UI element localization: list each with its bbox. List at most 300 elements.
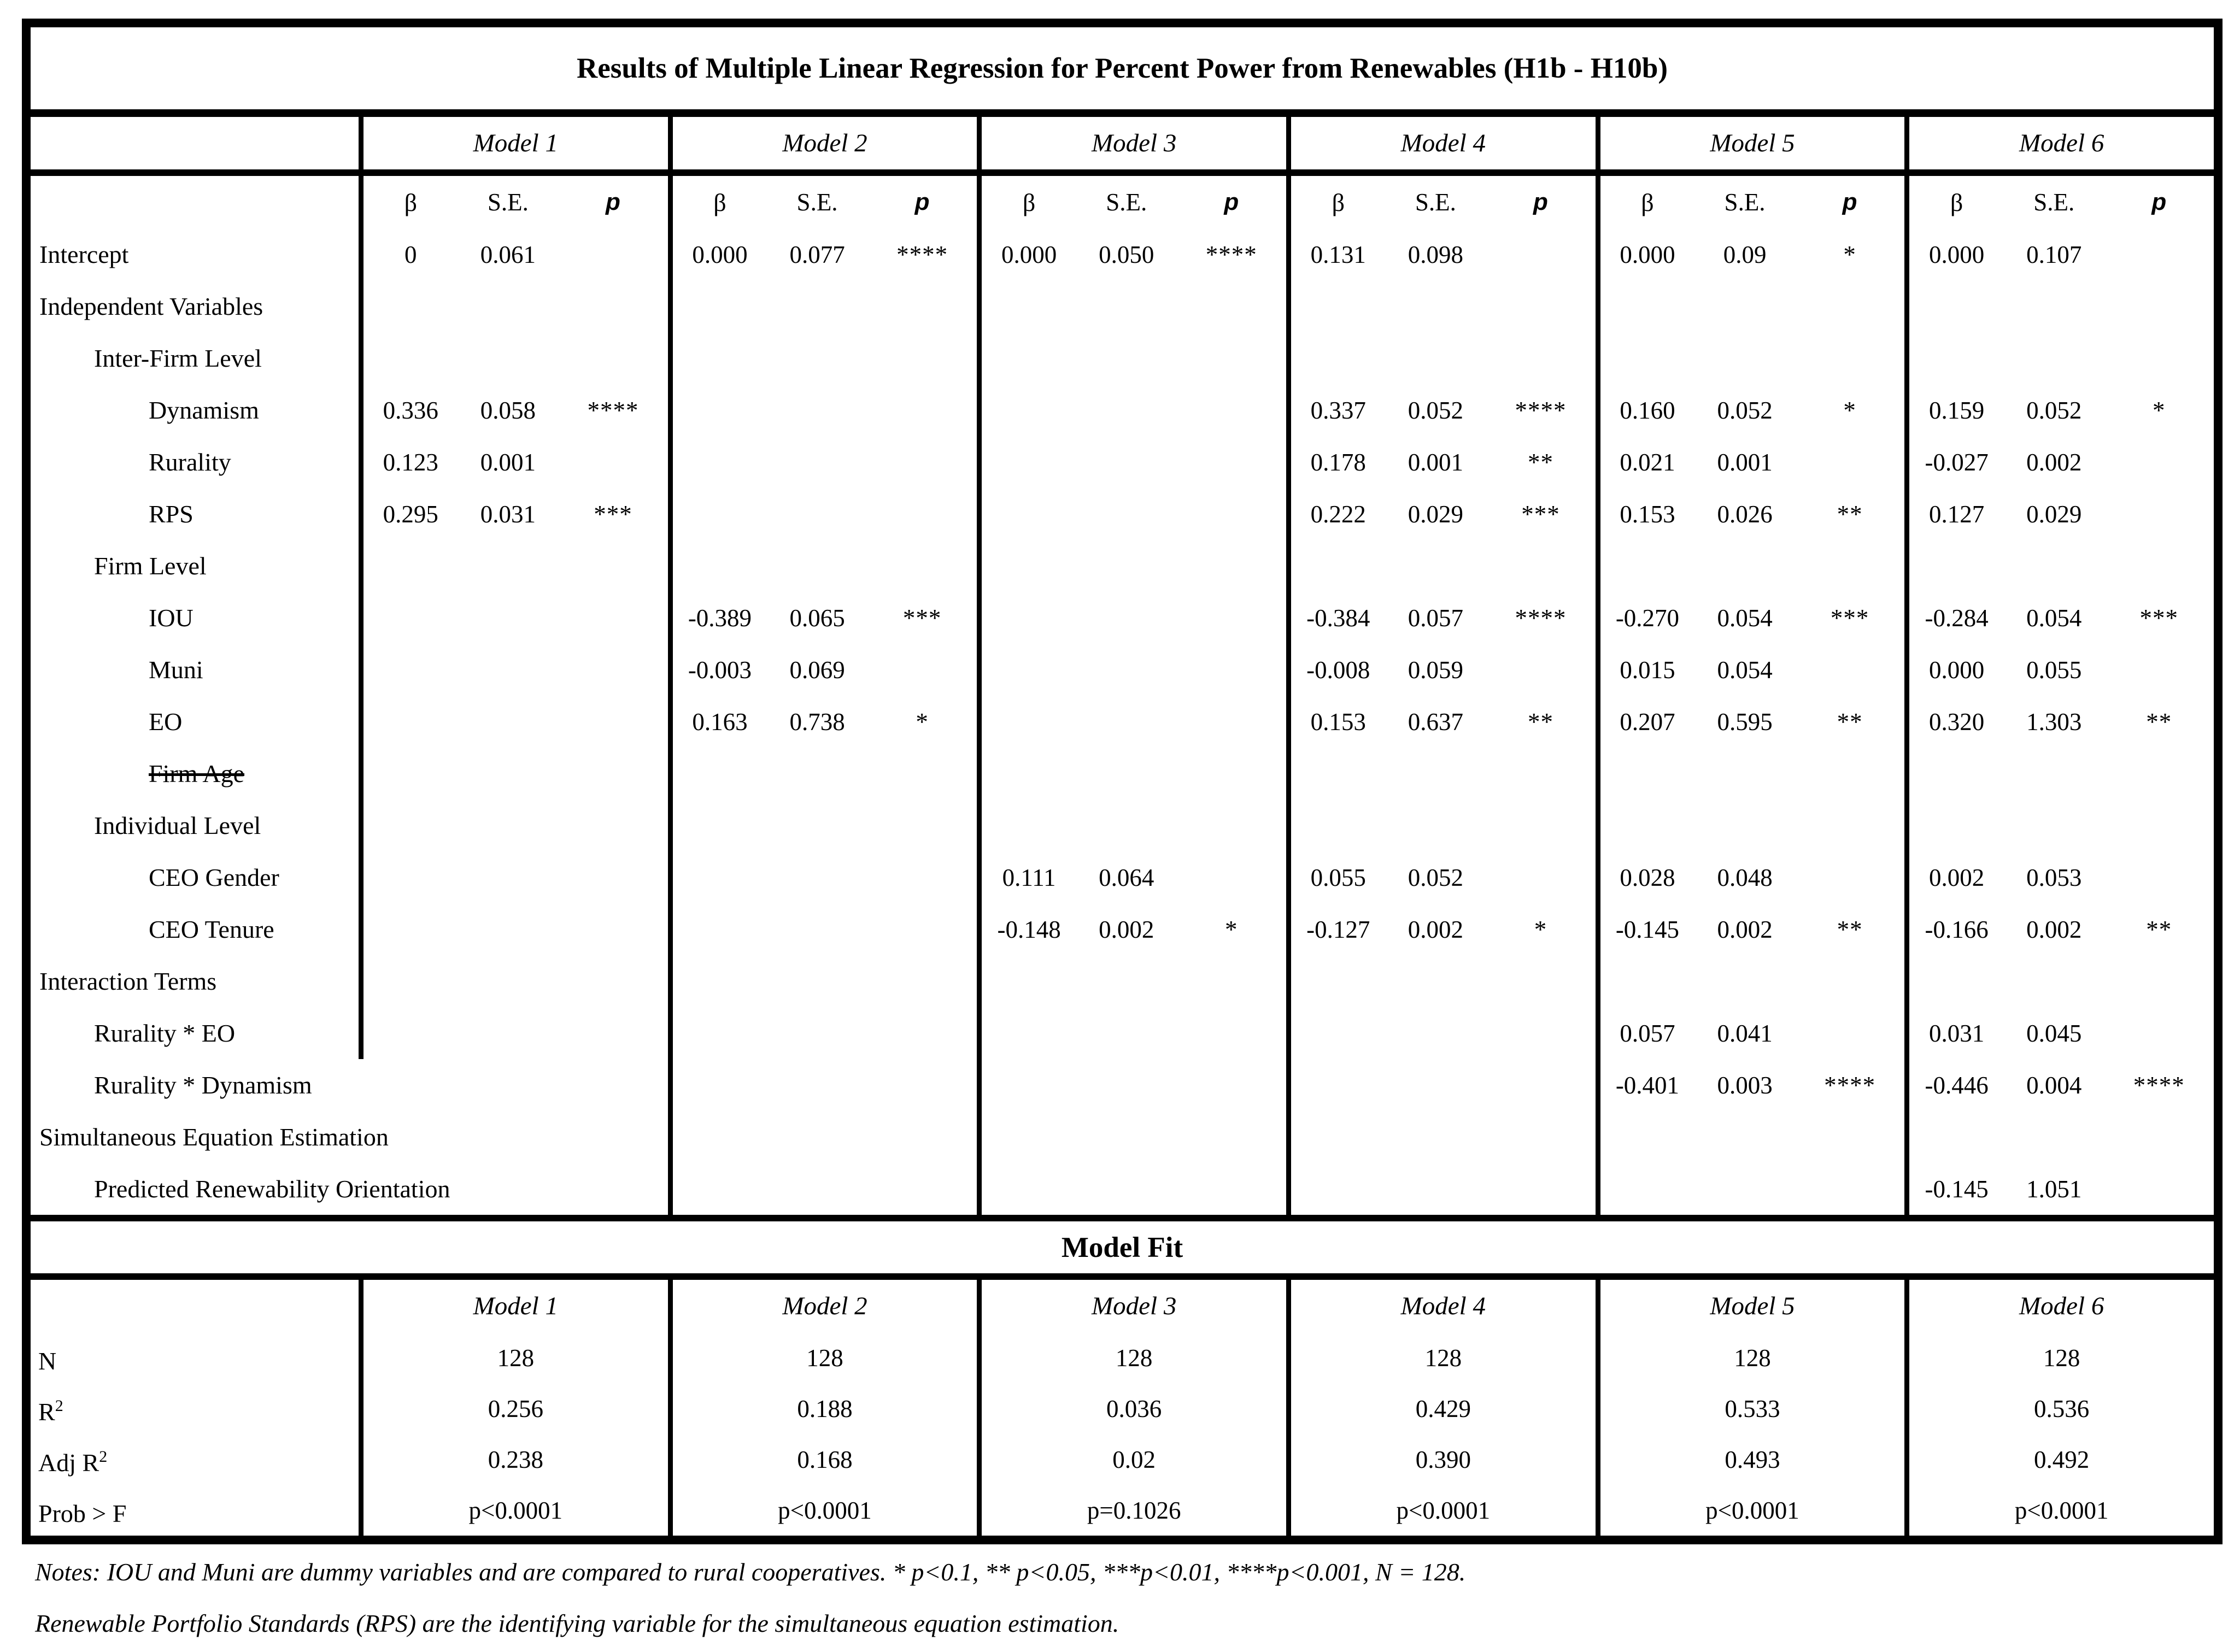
beta-value: 0.337 <box>1310 396 1366 424</box>
beta-value: 0.002 <box>1928 863 1985 891</box>
model-cell <box>668 1163 977 1215</box>
row-label-text: Inter-Firm Level <box>94 344 262 372</box>
row-label-text: RPS <box>149 500 193 528</box>
model-cell <box>977 488 1286 540</box>
p-stars: * <box>1225 915 1238 943</box>
fit-value: 128 <box>1596 1332 1905 1383</box>
p-stars: **** <box>587 396 639 424</box>
model-cell <box>1596 332 1905 384</box>
fit-value: p<0.0001 <box>359 1485 668 1536</box>
p-stars: *** <box>594 500 632 528</box>
table-row <box>31 851 2214 903</box>
model-fit-rows <box>31 1332 2214 1536</box>
model-cell <box>977 1163 1286 1215</box>
se-value: 0.029 <box>2026 500 2082 528</box>
fit-value: 0.533 <box>1596 1383 1905 1434</box>
model-cell <box>359 903 668 955</box>
beta-value: -0.003 <box>688 656 752 684</box>
beta-value: -0.127 <box>1306 915 1370 943</box>
model-cell <box>668 540 977 592</box>
model-cell <box>1286 540 1596 592</box>
model-header-spacer <box>31 117 359 169</box>
fit-value: 128 <box>1904 1332 2214 1383</box>
model-cell <box>1596 1007 1905 1059</box>
model-cell <box>668 1007 977 1059</box>
beta-value: -0.446 <box>1925 1071 1989 1099</box>
model-cell <box>1596 488 1905 540</box>
model-cell <box>1596 955 1905 1007</box>
fit-value: 128 <box>668 1332 977 1383</box>
model-cell <box>1904 644 2214 696</box>
model-cell <box>1904 592 2214 644</box>
beta-value: 0.131 <box>1310 240 1366 268</box>
se-value: 0.077 <box>789 240 845 268</box>
model-cell <box>1596 644 1905 696</box>
model-cell <box>1286 488 1596 540</box>
fit-value: 0.429 <box>1286 1383 1596 1434</box>
row-label-text: Dynamism <box>149 396 259 424</box>
model-cell <box>1596 748 1905 799</box>
fit-value: 0.02 <box>977 1434 1286 1485</box>
beta-value: 0.057 <box>1620 1019 1675 1047</box>
beta-header: β <box>713 188 726 216</box>
se-header: S.E. <box>1724 189 1766 216</box>
se-value: 0.054 <box>2026 604 2082 632</box>
fit-value: p<0.0001 <box>1904 1485 2214 1536</box>
fit-value: 0.188 <box>668 1383 977 1434</box>
model-cell <box>1596 592 1905 644</box>
model-cell <box>977 1059 1286 1111</box>
table-row <box>31 903 2214 955</box>
fit-row <box>31 1332 2214 1383</box>
stat-header-row <box>31 176 2214 228</box>
beta-value: -0.389 <box>688 604 752 632</box>
coefficient-rows <box>31 228 2214 1215</box>
row-label-text: Firm Age <box>149 760 245 787</box>
se-value: 0.052 <box>1408 863 1464 891</box>
row-label-text: IOU <box>149 604 193 632</box>
table-row <box>31 1111 2214 1163</box>
row-label <box>31 592 359 644</box>
beta-value: 0.015 <box>1620 656 1675 684</box>
row-label-text: Simultaneous Equation Estimation <box>39 1123 389 1151</box>
model-cell <box>977 748 1286 799</box>
model-cell <box>977 644 1286 696</box>
model-cell <box>359 280 668 332</box>
model-cell <box>1286 903 1596 955</box>
model-cell <box>1596 280 1905 332</box>
fit-row-label <box>31 1332 359 1383</box>
beta-value: 0.000 <box>1928 656 1985 684</box>
model-cell <box>1904 280 2214 332</box>
notes-line-2: Renewable Portfolio Standards (RPS) are the identifying variable for the simultaneous equation estimation. <box>35 1609 1119 1638</box>
model-cell <box>1596 228 1905 280</box>
fit-value: 0.256 <box>359 1383 668 1434</box>
model-header: Model 3 <box>977 117 1286 169</box>
fit-model-header: Model 3 <box>977 1280 1286 1332</box>
model-cell <box>359 955 668 1007</box>
stat-header-group <box>1904 176 2214 228</box>
fit-model-header: Model 6 <box>1904 1280 2214 1332</box>
table-row <box>31 1059 2214 1111</box>
beta-header: β <box>1950 188 1963 216</box>
beta-value: -0.401 <box>1615 1071 1680 1099</box>
beta-value: 0.031 <box>1928 1019 1985 1047</box>
se-value: 0.031 <box>480 500 536 528</box>
p-stars: ** <box>1837 708 1863 736</box>
beta-header: β <box>404 188 417 216</box>
row-label <box>31 644 359 696</box>
se-value: 1.051 <box>2026 1175 2082 1203</box>
table-row <box>31 488 2214 540</box>
stat-header-group <box>977 176 1286 228</box>
se-value: 1.303 <box>2026 708 2082 736</box>
fit-value: 0.493 <box>1596 1434 1905 1485</box>
se-value: 0.041 <box>1717 1019 1773 1047</box>
se-value: 0.002 <box>2026 915 2082 943</box>
se-value: 0.002 <box>2026 448 2082 476</box>
se-header: S.E. <box>487 189 529 216</box>
p-header: p <box>914 189 930 215</box>
table-row <box>31 332 2214 384</box>
beta-value: 0.000 <box>1928 240 1985 268</box>
p-stars: * <box>2153 396 2166 424</box>
table-title: Results of Multiple Linear Regression for Percent Power from Renewables (H1b - H10b) <box>31 27 2214 117</box>
se-value: 0.069 <box>789 656 845 684</box>
se-header: S.E. <box>1106 189 1147 216</box>
model-cell <box>977 696 1286 748</box>
row-label <box>31 696 359 748</box>
p-header: p <box>606 189 620 215</box>
beta-value: -0.145 <box>1925 1175 1989 1203</box>
table-row <box>31 384 2214 436</box>
se-value: 0.029 <box>1408 500 1464 528</box>
model-cell <box>1286 1111 1596 1163</box>
p-stars: **** <box>2133 1071 2185 1099</box>
model-cell <box>1596 1163 1905 1215</box>
model-cell <box>668 851 977 903</box>
model-header-row <box>31 117 2214 176</box>
beta-value: -0.008 <box>1306 656 1370 684</box>
table-row <box>31 644 2214 696</box>
p-stars: ** <box>1837 500 1863 528</box>
fit-value: 0.168 <box>668 1434 977 1485</box>
fit-label-sup: 2 <box>99 1448 108 1466</box>
p-header: p <box>1224 189 1239 215</box>
fit-value: 128 <box>1286 1332 1596 1383</box>
row-label <box>31 903 359 955</box>
table-row <box>31 540 2214 592</box>
p-stars: **** <box>1824 1071 1876 1099</box>
fit-label-text: Adj R <box>38 1449 99 1477</box>
beta-value: 0.000 <box>1620 240 1675 268</box>
model-cell <box>977 955 1286 1007</box>
model-cell <box>359 1059 668 1111</box>
model-header: Model 5 <box>1596 117 1905 169</box>
model-cell <box>668 384 977 436</box>
beta-value: 0.123 <box>383 448 438 476</box>
model-cell <box>668 280 977 332</box>
p-stars: **** <box>896 240 948 268</box>
model-cell <box>1904 748 2214 799</box>
row-label <box>31 1059 359 1111</box>
se-value: 0.107 <box>2026 240 2082 268</box>
model-cell <box>1596 903 1905 955</box>
se-value: 0.055 <box>2026 656 2082 684</box>
model-cell <box>1904 799 2214 851</box>
se-value: 0.595 <box>1717 708 1773 736</box>
regression-table <box>22 19 2223 1544</box>
se-value: 0.054 <box>1717 656 1773 684</box>
model-cell <box>1286 955 1596 1007</box>
row-label <box>31 384 359 436</box>
fit-model-header: Model 1 <box>359 1280 668 1332</box>
se-value: 0.052 <box>1717 396 1773 424</box>
beta-value: 0.222 <box>1310 500 1366 528</box>
p-header: p <box>1533 189 1548 215</box>
fit-model-header-row <box>31 1280 2214 1332</box>
stat-header-spacer <box>31 176 359 228</box>
model-cell <box>1286 332 1596 384</box>
model-cell <box>359 592 668 644</box>
se-value: 0.058 <box>480 396 536 424</box>
se-value: 0.053 <box>2026 863 2082 891</box>
model-cell <box>977 228 1286 280</box>
fit-header-spacer <box>31 1280 359 1332</box>
row-label <box>31 1163 450 1215</box>
beta-value: 0.028 <box>1620 863 1675 891</box>
model-cell <box>359 228 668 280</box>
p-stars: * <box>1843 396 1856 424</box>
beta-value: -0.270 <box>1615 604 1680 632</box>
fit-value: 128 <box>359 1332 668 1383</box>
beta-value: -0.166 <box>1925 915 1989 943</box>
model-cell <box>1286 696 1596 748</box>
table-row <box>31 436 2214 488</box>
se-value: 0.057 <box>1408 604 1464 632</box>
model-cell <box>1904 436 2214 488</box>
fit-row-label <box>31 1434 359 1485</box>
fit-value: 0.492 <box>1904 1434 2214 1485</box>
fit-value: p<0.0001 <box>1596 1485 1905 1536</box>
p-stars: * <box>1534 915 1547 943</box>
p-stars: **** <box>1205 240 1257 268</box>
se-value: 0.001 <box>480 448 536 476</box>
fit-row-label <box>31 1485 359 1536</box>
stat-header-group <box>359 176 668 228</box>
beta-value: 0.000 <box>692 240 748 268</box>
model-cell <box>977 540 1286 592</box>
beta-value: 0.153 <box>1620 500 1675 528</box>
beta-header: β <box>1332 188 1345 216</box>
se-header: S.E. <box>796 189 838 216</box>
model-cell <box>1286 644 1596 696</box>
model-cell <box>1286 384 1596 436</box>
se-value: 0.052 <box>1408 396 1464 424</box>
model-cell <box>1286 799 1596 851</box>
model-cell <box>977 799 1286 851</box>
se-value: 0.054 <box>1717 604 1773 632</box>
p-stars: ** <box>1527 708 1553 736</box>
fit-row <box>31 1383 2214 1434</box>
model-cell <box>1286 228 1596 280</box>
p-stars: ** <box>1527 448 1553 476</box>
model-cell <box>1286 748 1596 799</box>
model-cell <box>668 644 977 696</box>
fit-label-text: N <box>38 1347 57 1375</box>
p-stars: ** <box>2146 915 2172 943</box>
se-value: 0.002 <box>1408 915 1464 943</box>
model-cell <box>668 592 977 644</box>
model-cell <box>1596 540 1905 592</box>
beta-value: -0.284 <box>1925 604 1989 632</box>
beta-value: 0.111 <box>1002 863 1056 891</box>
model-cell <box>1596 696 1905 748</box>
model-cell <box>1596 1111 1905 1163</box>
beta-value: -0.145 <box>1615 915 1680 943</box>
row-label <box>31 955 359 1007</box>
model-cell <box>1286 1059 1596 1111</box>
model-cell <box>1286 851 1596 903</box>
model-cell <box>1596 799 1905 851</box>
beta-value: 0.320 <box>1928 708 1985 736</box>
model-cell <box>977 1111 1286 1163</box>
p-stars: **** <box>1515 396 1567 424</box>
table-row <box>31 955 2214 1007</box>
model-cell <box>1904 955 2214 1007</box>
p-stars: * <box>916 708 929 736</box>
se-value: 0.026 <box>1717 500 1773 528</box>
row-label-text: Predicted Renewability Orientation <box>94 1175 450 1203</box>
se-value: 0.048 <box>1717 863 1773 891</box>
beta-value: 0.127 <box>1928 500 1985 528</box>
model-cell <box>668 903 977 955</box>
fit-row <box>31 1434 2214 1485</box>
fit-label-text: Prob > F <box>38 1500 127 1527</box>
row-label-text: Rurality <box>149 448 231 476</box>
p-stars: * <box>1843 240 1856 268</box>
p-stars: ** <box>1837 915 1863 943</box>
table-row <box>31 1163 2214 1215</box>
row-label <box>31 436 359 488</box>
table-row <box>31 799 2214 851</box>
row-label-text: Independent Variables <box>39 292 263 320</box>
beta-value: 0.163 <box>692 708 748 736</box>
model-cell <box>977 851 1286 903</box>
row-label-text: Muni <box>149 656 203 684</box>
model-cell <box>1904 851 2214 903</box>
model-fit-heading: Model Fit <box>31 1215 2214 1280</box>
se-value: 0.004 <box>2026 1071 2082 1099</box>
table-row <box>31 1007 2214 1059</box>
model-cell <box>977 436 1286 488</box>
model-cell <box>977 332 1286 384</box>
model-cell <box>359 748 668 799</box>
notes-line-1: Notes: IOU and Muni are dummy variables and are compared to rural cooperatives. * p<0.1, ** p<0.05, ***p<0.01, ****p<0.001, N = 128. <box>35 1558 1466 1586</box>
model-cell <box>668 1059 977 1111</box>
beta-value: 0.153 <box>1310 708 1366 736</box>
model-cell <box>359 436 668 488</box>
model-header: Model 4 <box>1286 117 1596 169</box>
row-label-text: Firm Level <box>94 552 207 580</box>
se-value: 0.738 <box>789 708 845 736</box>
beta-value: 0.159 <box>1928 396 1985 424</box>
model-cell <box>977 280 1286 332</box>
row-label <box>31 1007 359 1059</box>
model-cell <box>359 488 668 540</box>
fit-value: 128 <box>977 1332 1286 1383</box>
beta-header: β <box>1641 188 1654 216</box>
se-value: 0.064 <box>1099 863 1154 891</box>
se-value: 0.045 <box>2026 1019 2082 1047</box>
p-stars: *** <box>1521 500 1560 528</box>
row-label-text: CEO Tenure <box>149 915 274 943</box>
model-cell <box>1904 903 2214 955</box>
se-value: 0.002 <box>1717 915 1773 943</box>
model-cell <box>977 1007 1286 1059</box>
model-cell <box>668 748 977 799</box>
beta-value: 0.336 <box>383 396 438 424</box>
model-cell <box>359 384 668 436</box>
model-cell <box>359 1111 668 1163</box>
se-value: 0.065 <box>789 604 845 632</box>
p-header: p <box>1842 189 1857 215</box>
se-value: 0.052 <box>2026 396 2082 424</box>
model-cell <box>668 436 977 488</box>
fit-model-header: Model 5 <box>1596 1280 1905 1332</box>
model-cell <box>359 851 668 903</box>
model-cell <box>1286 436 1596 488</box>
beta-value: -0.027 <box>1925 448 1989 476</box>
beta-value: 0.055 <box>1310 863 1366 891</box>
row-label-text: Rurality * EO <box>94 1019 236 1047</box>
model-cell <box>977 384 1286 436</box>
model-cell <box>359 540 668 592</box>
fit-value: p<0.0001 <box>1286 1485 1596 1536</box>
model-cell <box>1286 592 1596 644</box>
se-header: S.E. <box>2033 189 2075 216</box>
stat-header-group <box>668 176 977 228</box>
model-cell <box>359 696 668 748</box>
table-row <box>31 228 2214 280</box>
stat-header-group <box>1596 176 1905 228</box>
row-label <box>31 540 359 592</box>
fit-label-sup: 2 <box>55 1397 63 1415</box>
fit-value: p=0.1026 <box>977 1485 1286 1536</box>
row-label-text: Interaction Terms <box>39 967 217 995</box>
model-cell <box>1286 280 1596 332</box>
row-label-text: Individual Level <box>94 812 261 839</box>
model-cell <box>1904 1059 2214 1111</box>
row-label <box>31 280 359 332</box>
p-header: p <box>2151 189 2167 215</box>
se-value: 0.09 <box>1723 240 1767 268</box>
row-label <box>31 799 359 851</box>
model-cell <box>1904 1111 2214 1163</box>
beta-value: 0.178 <box>1310 448 1366 476</box>
p-stars: ** <box>2146 708 2172 736</box>
fit-row-label <box>31 1383 359 1434</box>
model-header: Model 6 <box>1904 117 2214 169</box>
model-cell <box>359 799 668 851</box>
p-stars: **** <box>1515 604 1567 632</box>
beta-value: -0.148 <box>997 915 1061 943</box>
fit-model-header: Model 4 <box>1286 1280 1596 1332</box>
fit-model-header: Model 2 <box>668 1280 977 1332</box>
model-cell <box>668 488 977 540</box>
beta-value: 0.000 <box>1001 240 1057 268</box>
row-label <box>31 748 359 799</box>
